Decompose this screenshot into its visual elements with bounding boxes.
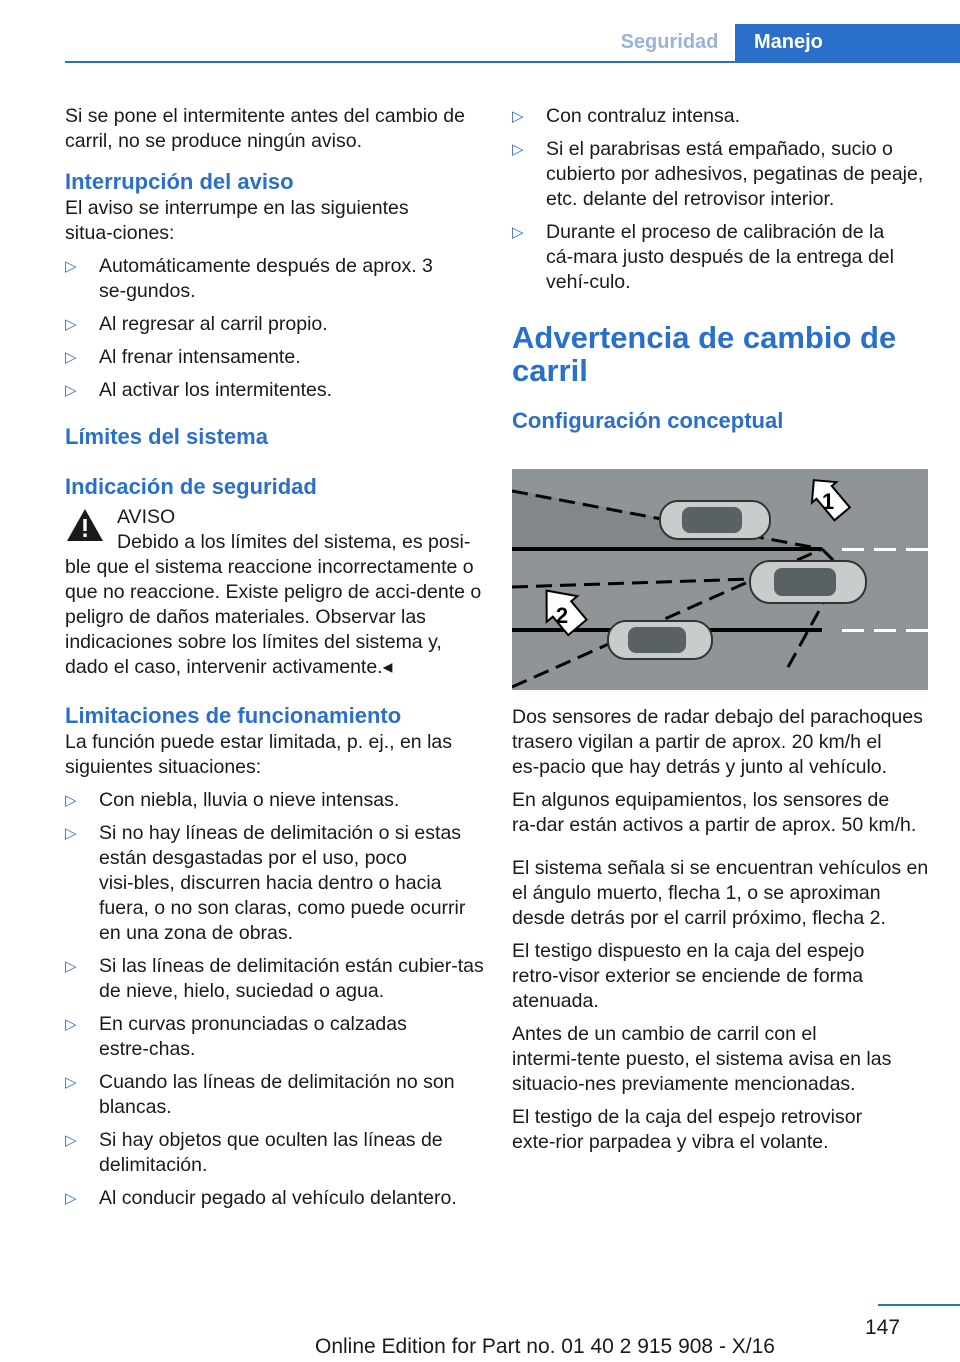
func-list [65, 788, 485, 1211]
triangle-right-icon: ▷ [65, 1190, 77, 1207]
lane-change-illustration [512, 469, 928, 690]
right-column [512, 104, 930, 435]
list-item-text: Si no hay líneas de delimitación o si estas están desgastadas por el uso, poco visi‑bles, discurren hacia dentro o hacia fuera, o no son claras, como puede ocurrir en una zona de obras. [99, 822, 466, 944]
intro-paragraph: Si se pone el intermitente antes del cambio de carril, no se produce ningún aviso. [65, 105, 465, 152]
list-item-text: Durante el proceso de calibración de la cá‑mara justo después de la entrega del vehí‑culo. [546, 221, 894, 293]
list-item-text: Con niebla, lluvia o nieve intensas. [99, 789, 400, 811]
list-item [65, 1012, 485, 1062]
list-item-text: Si hay objetos que oculten las líneas de delimitación. [99, 1129, 443, 1176]
triangle-right-icon: ▷ [512, 141, 524, 158]
func-heading: Limitaciones de funcionamiento [65, 703, 402, 728]
list-item [65, 788, 485, 813]
page-number: 147 [865, 1316, 901, 1339]
edition-text: Online Edition for Part no. 01 40 2 915 908 - X/16 [315, 1335, 775, 1358]
list-item [65, 312, 485, 337]
interrupt-heading: Interrupción del aviso [65, 169, 294, 194]
limits-heading: Límites del sistema [65, 424, 268, 449]
list-item [65, 1128, 485, 1178]
paragraph-6: El testigo de la caja del espejo retrovisor exte‑rior parpadea y vibra el volante. [512, 1106, 863, 1153]
list-item-text: Si el parabrisas está empañado, sucio o cubierto por adhesivos, pegatinas de peaje, etc. delante del retrovisor interior. [546, 138, 924, 210]
list-item [512, 137, 930, 212]
triangle-right-icon: ▷ [65, 792, 77, 809]
safety-heading: Indicación de seguridad [65, 474, 317, 499]
warning-text: ble que el sistema reaccione incorrectamente o que no reaccione. Existe peligro de acci‑dente o peligro de daños materiales. Observar las indicaciones sobre los límites del sistema y, dado el caso, intervenir activamente.◂ [65, 556, 482, 678]
tab-seguridad[interactable]: Seguridad [620, 31, 719, 53]
list-item-text: En curvas pronunciadas o calzadas estre‑chas. [99, 1013, 407, 1060]
arrow-2-label: 2 [555, 603, 569, 628]
paragraph-4: El testigo dispuesto en la caja del espejo retro‑visor exterior se enciende de forma atenuada. [512, 940, 865, 1012]
list-item [65, 1186, 485, 1211]
right-list [512, 104, 930, 295]
warning-block [65, 505, 485, 680]
list-item [512, 220, 930, 295]
list-item-text: Al frenar intensamente. [99, 346, 301, 368]
header-rule [65, 61, 960, 63]
triangle-right-icon: ▷ [65, 349, 77, 366]
list-item [65, 954, 485, 1004]
list-item [65, 378, 485, 403]
func-text: La función puede estar limitada, p. ej., en las siguientes situaciones: [65, 731, 452, 778]
concept-heading: Configuración conceptual [512, 408, 784, 433]
triangle-right-icon: ▷ [65, 1016, 77, 1033]
list-item [512, 104, 930, 129]
main-heading: Advertencia de cambio de carril [512, 320, 897, 388]
list-item-text: Con contraluz intensa. [546, 105, 741, 127]
list-item [65, 254, 485, 304]
footer-rule [878, 1304, 960, 1306]
triangle-right-icon: ▷ [512, 108, 524, 125]
list-item [65, 345, 485, 370]
tab-manejo[interactable]: Manejo [735, 24, 960, 63]
triangle-right-icon: ▷ [65, 825, 77, 842]
left-column [65, 104, 485, 1211]
list-item-text: Automáticamente después de aprox. 3 se‑gundos. [99, 255, 433, 302]
list-item-text: Al regresar al carril propio. [99, 313, 328, 335]
right-column-lower [512, 705, 930, 1155]
interrupt-list [65, 254, 485, 403]
triangle-right-icon: ▷ [65, 382, 77, 399]
car-lower [608, 621, 712, 659]
list-item-text: Cuando las líneas de delimitación no son blancas. [99, 1071, 455, 1118]
triangle-right-icon: ▷ [65, 1132, 77, 1149]
list-item-text: Al conducir pegado al vehículo delantero. [99, 1187, 457, 1209]
triangle-right-icon: ▷ [65, 1074, 77, 1091]
triangle-right-icon: ▷ [65, 316, 77, 333]
list-item-text: Al activar los intermitentes. [99, 379, 333, 401]
paragraph-3: El sistema señala si se encuentran vehículos en el ángulo muerto, flecha 1, o se aproximan desde detrás por el carril próximo, flecha 2. [512, 857, 929, 929]
list-item [65, 821, 485, 946]
triangle-right-icon: ▷ [65, 258, 77, 275]
car-center [750, 561, 866, 603]
paragraph-2: En algunos equipamientos, los sensores de ra‑dar están activos a partir de aprox. 50 km/h. [512, 789, 917, 836]
triangle-right-icon: ▷ [512, 224, 524, 241]
warning-title: AVISO [117, 506, 176, 528]
list-item [65, 1070, 485, 1120]
warning-triangle-icon [65, 507, 105, 543]
list-item-text: Si las líneas de delimitación están cubier‑tas de nieve, hielo, suciedad o agua. [99, 955, 484, 1002]
car-upper [660, 501, 770, 539]
arrow-1-label: 1 [821, 489, 835, 514]
interrupt-text: El aviso se interrumpe en las siguientes situa‑ciones: [65, 197, 409, 244]
triangle-right-icon: ▷ [65, 958, 77, 975]
paragraph-5: Antes de un cambio de carril con el intermi‑tente puesto, el sistema avisa en las situacio‑nes previamente mencionadas. [512, 1023, 892, 1095]
warning-first-line: Debido a los límites del sistema, es posi‑ [117, 531, 471, 553]
paragraph-1: Dos sensores de radar debajo del parachoques trasero vigilan a partir de aprox. 20 km/h el es‑pacio que hay detrás y junto al vehículo. [512, 706, 923, 778]
